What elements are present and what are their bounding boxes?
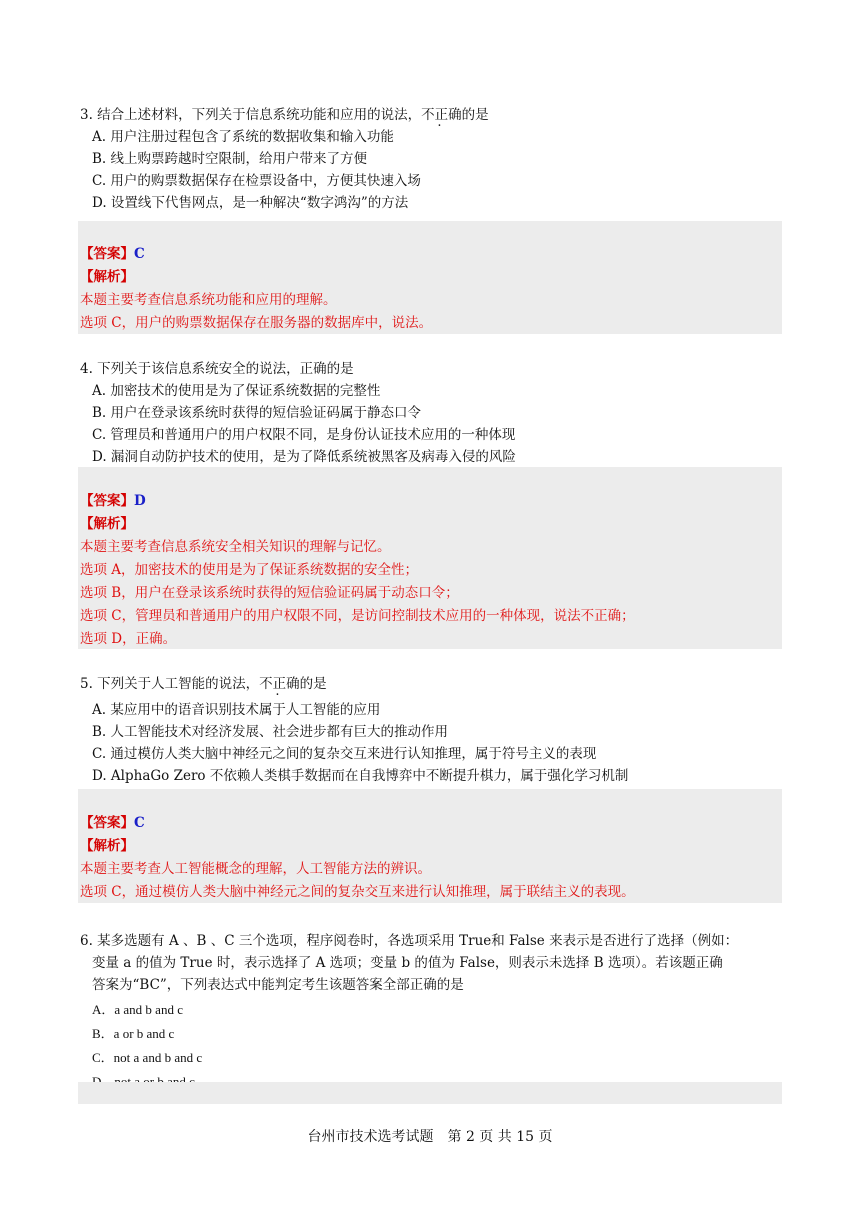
option-a: A. 某应用中的语音识别技术属于人工智能的应用 [92,702,381,718]
option-b: B. 线上购票跨越时空限制，给用户带来了方便 [92,151,368,167]
analysis-line: 选项 A，加密技术的使用是为了保证系统数据的安全性； [80,562,419,578]
answer-line [80,490,782,513]
answer-label: 【答案】 [80,815,134,831]
question-5-stem [80,673,782,695]
page-footer: 台州市技术选考试题 第 2 页 共 15 页 [307,1129,553,1145]
question-5-stem-end: 的是 [299,676,327,692]
answer-line [80,243,782,266]
emphasis-text: 不正确 [259,676,300,692]
analysis-line: 本题主要考查信息系统功能和应用的理解。 [80,292,337,308]
answer-label: 【答案】 [80,246,134,262]
analysis-line: 本题主要考查信息系统安全相关知识的理解与记忆。 [80,539,391,555]
analysis-line: 选项 B，用户在登录该系统时获得的短信验证码属于动态口令； [80,585,459,601]
answer-box-5 [78,789,782,903]
question-5-stem-text: 5. 下列关于人工智能的说法， [80,676,260,692]
question-4 [80,358,782,468]
emphasis-text: 不正确 [421,107,462,123]
question-4-stem: 4. 下列关于该信息系统安全的说法，正确的是 [80,361,354,377]
answer-box-6 [78,1082,782,1104]
option-d: D. AlphaGo Zero 不依赖人类棋手数据而在自我博弈中不断提升棋力，属于强化学习机制 [92,768,629,784]
option-b: B. 人工智能技术对经济发展、社会进步都有巨大的推动作用 [92,724,449,740]
analysis-line: 选项 C，通过模仿人类大脑中神经元之间的复杂交互来进行认知推理，属于联结主义的表现。 [80,884,635,900]
question-3 [80,104,782,214]
analysis-line: 本题主要考查人工智能概念的理解，人工智能方法的辨识。 [80,861,431,877]
option-b: B．a or b and c [92,1026,175,1041]
option-d: D. 设置线下代售网点，是一种解决“数字鸿沟”的方法 [92,195,409,211]
analysis-line: 选项 D，正确。 [80,631,177,647]
option-b: B. 用户在登录该系统时获得的短信验证码属于静态口令 [92,405,422,421]
question-6-stem: 变量 a 的值为 True 时，表示选择了 A 选项；变量 b 的值为 False，则表示未选择 B 选项）。若该题正确 [92,955,723,971]
option-c: C．not a and b and c [92,1050,203,1065]
answer-label: 【答案】 [80,493,134,509]
answer-letter: C [134,246,145,262]
option-c: C. 管理员和普通用户的用户权限不同，是身份认证技术应用的一种体现 [92,427,516,443]
answer-box-3 [78,221,782,334]
answer-box-4 [78,467,782,649]
question-3-stem-text: 3. 结合上述材料，下列关于信息系统功能和应用的说法， [80,107,422,123]
analysis-label: 【解析】 [80,269,134,285]
option-a: A．a and b and c [92,1002,183,1017]
question-6-stem: 6. 某多选题有 A 、B 、C 三个选项，程序阅卷时，各选项采用 True和 False 来表示是否进行了选择（例如： [80,933,739,949]
question-6-stem: 答案为“BC”，下列表达式中能判定考生该题答案全部正确的是 [92,977,464,993]
analysis-line: 选项 C，管理员和普通用户的用户权限不同，是访问控制技术应用的一种体现，说法不正确； [80,608,635,624]
option-c: C. 通过模仿人类大脑中神经元之间的复杂交互来进行认知推理，属于符号主义的表现 [92,746,597,762]
option-a: A. 用户注册过程包含了系统的数据收集和输入功能 [92,129,394,145]
answer-line [80,812,782,835]
analysis-label: 【解析】 [80,516,134,532]
question-3-stem [80,104,782,126]
question-3-stem-end: 的是 [461,107,489,123]
option-d: D. 漏洞自动防护技术的使用，是为了降低系统被黑客及病毒入侵的风险 [92,449,516,465]
analysis-label: 【解析】 [80,838,134,854]
question-5 [80,673,782,787]
analysis-line: 选项 C，用户的购票数据保存在服务器的数据库中，说法。 [80,315,433,331]
answer-letter: D [134,493,146,509]
answer-letter: C [134,815,145,831]
option-c: C. 用户的购票数据保存在检票设备中，方便其快速入场 [92,173,421,189]
question-6 [80,930,782,1094]
option-a: A. 加密技术的使用是为了保证系统数据的完整性 [92,383,381,399]
